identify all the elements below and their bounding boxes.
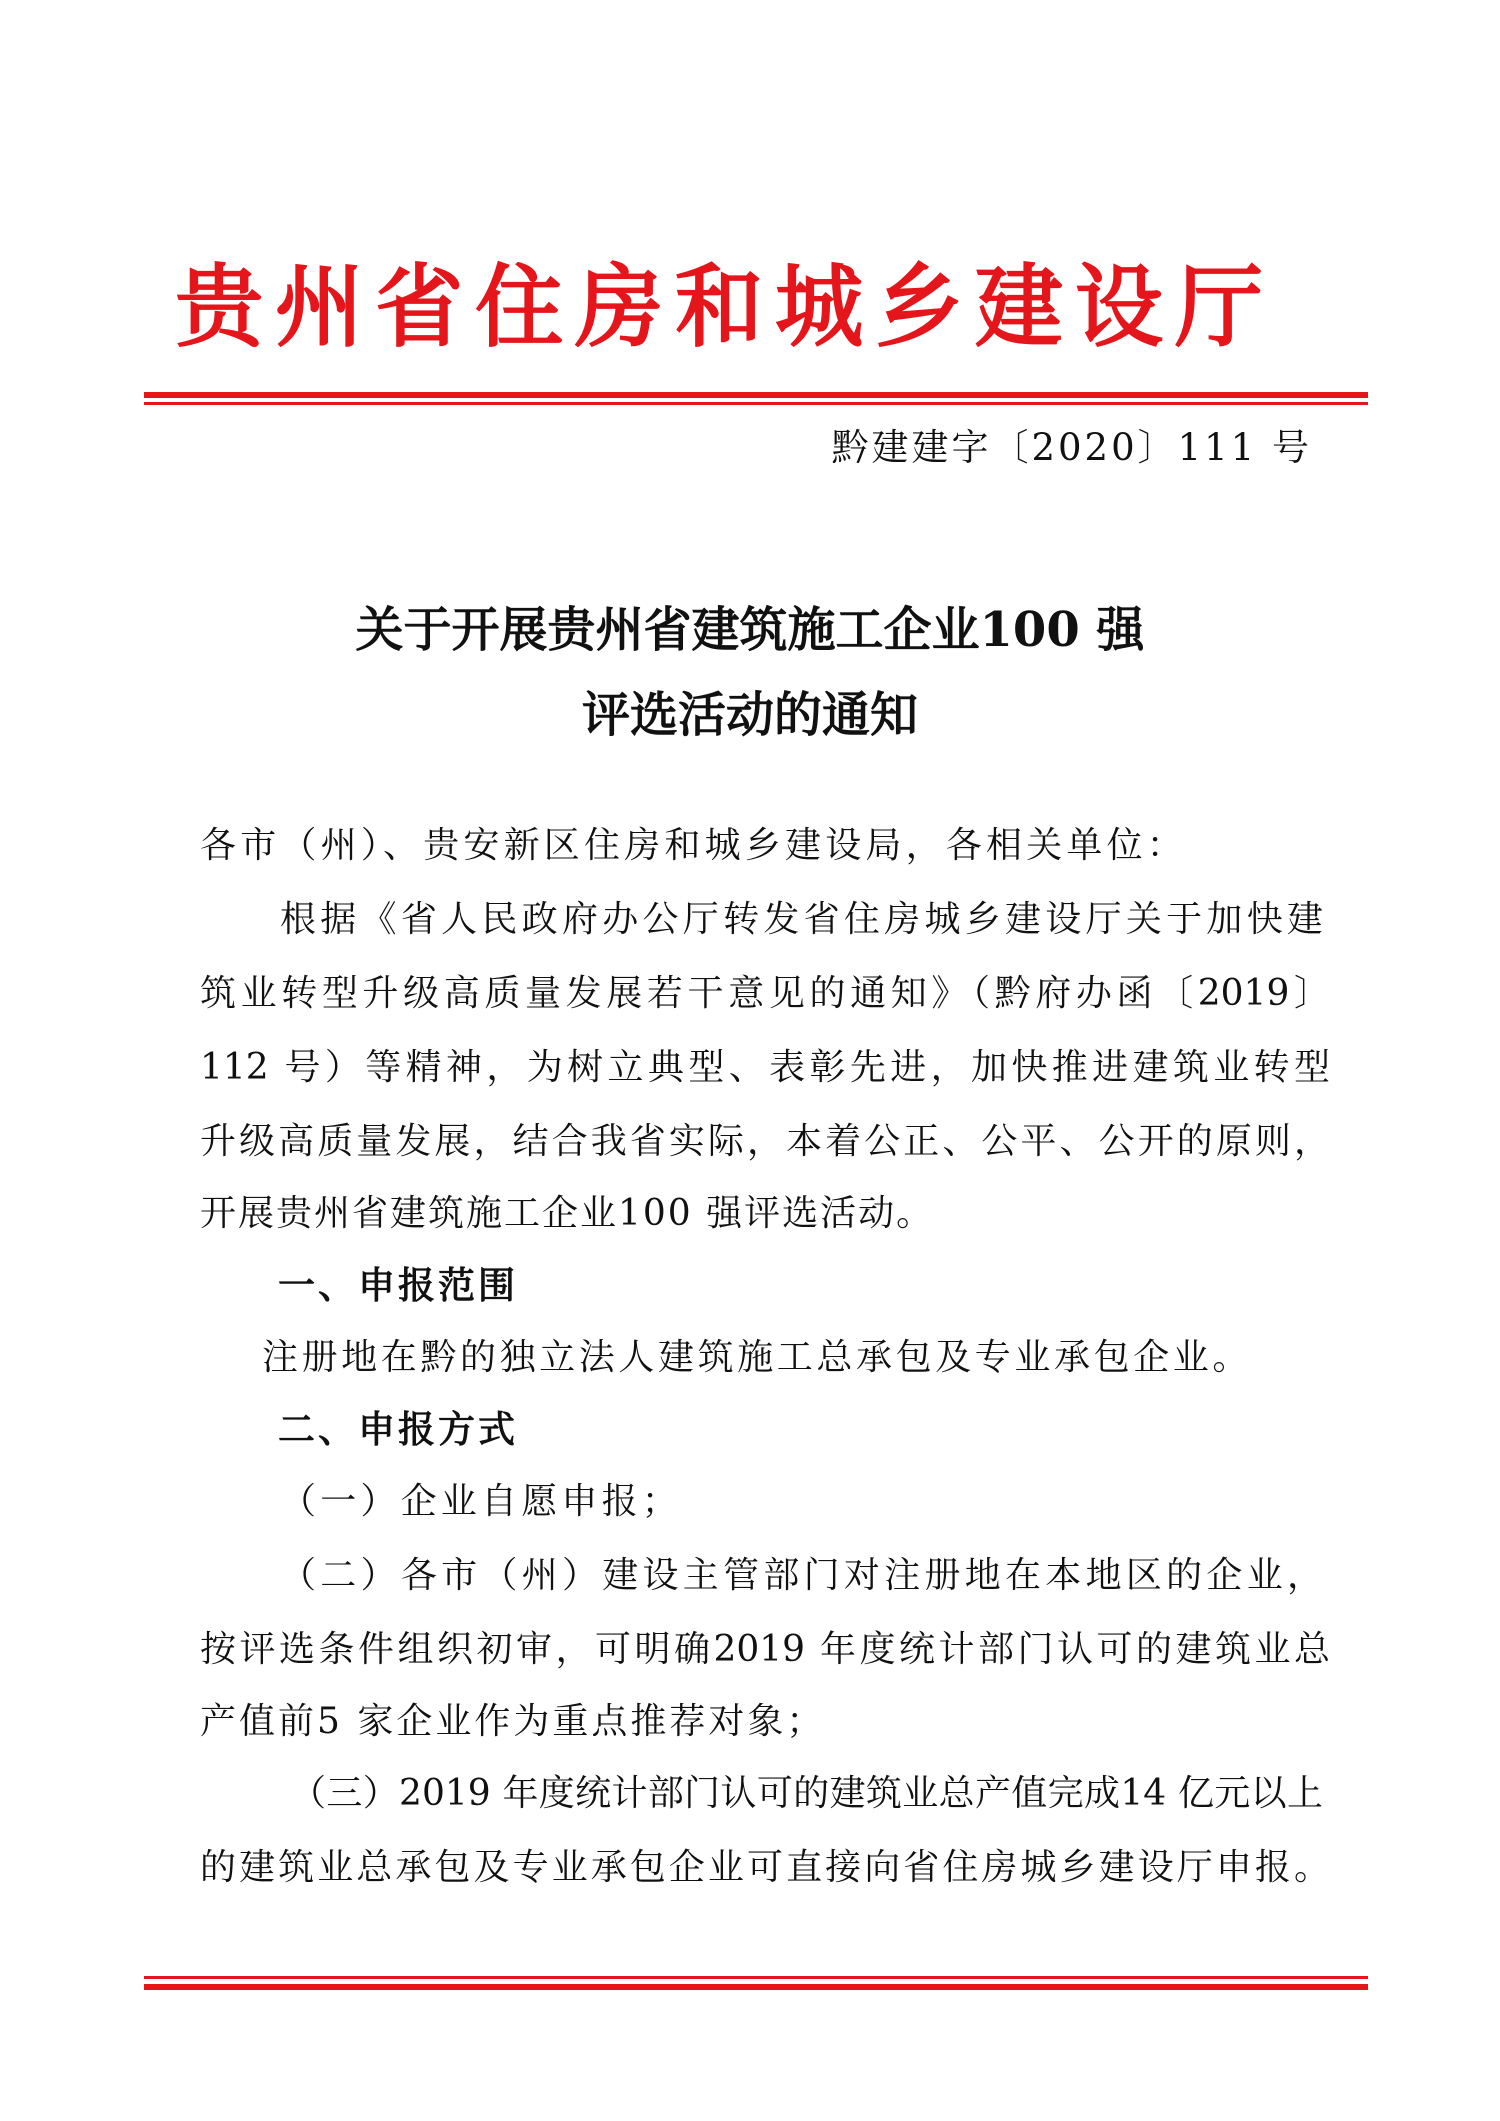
section2-item3-line-2: 的建筑业总承包及专业承包企业可直接向省住房城乡建设厅申报。: [200, 1847, 1330, 1888]
document-number: 黔建建字〔2020〕111 号: [831, 426, 1312, 469]
section2-item3-line-1: （三）2019 年度统计部门认可的建筑业总产值完成14 亿元以上: [290, 1773, 1323, 1814]
title-line-1: 关于开展贵州省建筑施工企业100 强: [355, 602, 1145, 658]
section1-heading: 一、申报范围: [278, 1264, 518, 1307]
section2-item2-line-2: 按评选条件组织初审，可明确2019 年度统计部门认可的建筑业总: [200, 1629, 1330, 1670]
intro-line-2: 筑业转型升级高质量发展若干意见的通知》（黔府办函〔2019〕: [200, 973, 1330, 1014]
section2-item1: （一）企业自愿申报；: [280, 1481, 683, 1522]
addressee: 各市（州）、贵安新区住房和城乡建设局，各相关单位：: [200, 825, 1188, 866]
intro-line-4: 升级高质量发展，结合我省实际，本着公正、公平、公开的原则，: [200, 1121, 1330, 1162]
masthead-org-name: 贵州省住房和城乡建设厅: [175, 255, 1275, 360]
section2-item2-line-1: （二）各市（州）建设主管部门对注册地在本地区的企业，: [280, 1555, 1323, 1596]
intro-line-1: 根据《省人民政府办公厅转发省住房城乡建设厅关于加快建: [280, 899, 1323, 940]
intro-line-5: 开展贵州省建筑施工企业100 强评选活动。: [200, 1193, 935, 1234]
footer-rule-thick: [144, 1984, 1368, 1990]
masthead-rule-thin: [144, 402, 1368, 405]
section2-item2-line-3: 产值前5 家企业作为重点推荐对象；: [200, 1701, 826, 1742]
intro-line-3: 112 号）等精神，为树立典型、表彰先进，加快推进建筑业转型: [200, 1047, 1330, 1088]
footer-rule-thin: [144, 1976, 1368, 1979]
title-line-2: 评选活动的通知: [581, 687, 918, 743]
masthead-rule-thick: [144, 392, 1368, 398]
section2-heading: 二、申报方式: [278, 1408, 518, 1451]
section1-text: 注册地在黔的独立法人建筑施工总承包及专业承包企业。: [262, 1337, 1253, 1378]
